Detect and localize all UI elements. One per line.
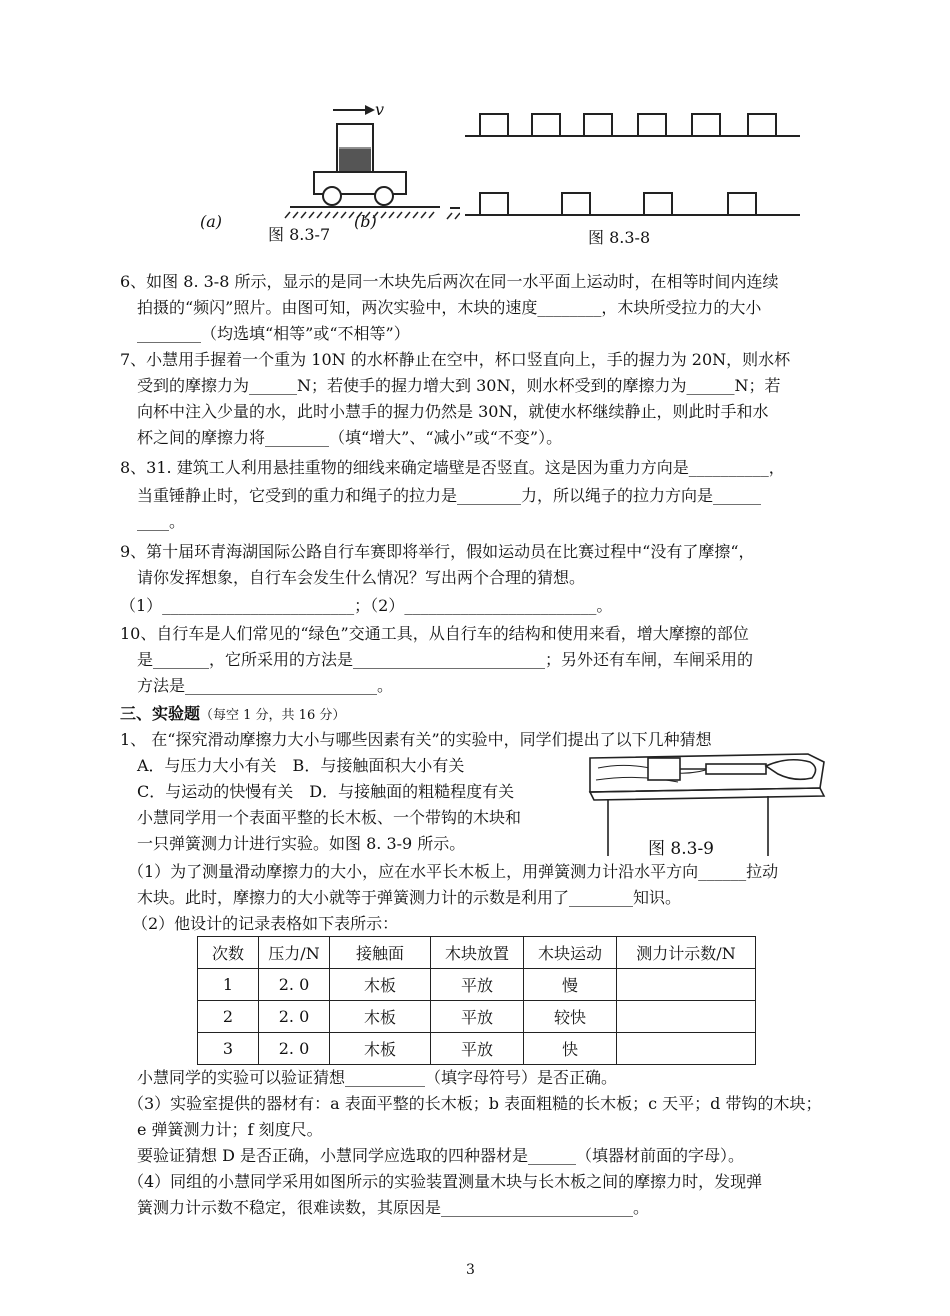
q8-line-3: ____。 xyxy=(137,512,186,531)
table-cell: 2. 0 xyxy=(259,969,330,1001)
figure-8-3-8 xyxy=(460,105,805,225)
exp-desc-1: 小慧同学用一个表面平整的长木板、一个带钩的木块和 xyxy=(137,808,522,827)
table-header: 木块放置 xyxy=(431,937,524,969)
table-cell xyxy=(617,969,756,1001)
fig-a-label: (a) xyxy=(200,212,223,231)
table-cell: 3 xyxy=(198,1033,259,1065)
table-cell: 2 xyxy=(198,1001,259,1033)
q9-line-3: （1）________________________；（2）________________________。 xyxy=(120,596,613,615)
table-cell: 木板 xyxy=(330,969,431,1001)
q6-line-2: 拍摄的“频闪”照片。由图可知，两次实验中，木块的速度________，木块所受拉力的大小 xyxy=(137,298,762,317)
table-cell: 木板 xyxy=(330,1001,431,1033)
q7-line-1: 7、小慧用手握着一个重为 10N 的水杯静止在空中，杯口竖直向上，手的握力为 20N，则水杯 xyxy=(120,350,791,369)
q6-line-1: 6、如图 8. 3-8 所示，显示的是同一木块先后两次在同一水平面上运动时，在相等时间内连续 xyxy=(120,272,779,291)
table-cell xyxy=(617,1033,756,1065)
exp-option-cd: C．与运动的快慢有关 D．与接触面的粗糙程度有关 xyxy=(137,782,515,801)
table-header-row xyxy=(198,937,756,969)
exp-part3-line-2: e 弹簧测力计；f 刻度尺。 xyxy=(137,1120,323,1139)
q8-line-1: 8、31. 建筑工人利用悬挂重物的细线来确定墙壁是否竖直。这是因为重力方向是__________， xyxy=(120,458,785,477)
record-table xyxy=(197,936,756,1065)
fig-b-label: (b) xyxy=(354,212,377,231)
table-row xyxy=(198,1033,756,1065)
exp-option-ab: A．与压力大小有关 B．与接触面积大小有关 xyxy=(137,756,465,775)
q10-line-3: 方法是________________________。 xyxy=(137,676,394,695)
table-row xyxy=(198,1001,756,1033)
table-cell: 2. 0 xyxy=(259,1001,330,1033)
velocity-label: v xyxy=(375,100,385,119)
exp-part1-line-2: 木块。此时，摩擦力的大小就等于弹簧测力计的示数是利用了________知识。 xyxy=(137,888,682,907)
exp-part2: （2）他设计的记录表格如下表所示： xyxy=(132,914,399,933)
exp-part4-line-1: （4）同组的小慧同学采用如图所示的实验装置测量木块与长木板之间的摩擦力时，发现弹 xyxy=(128,1172,763,1191)
q10-line-2: 是_______，它所采用的方法是________________________；另外还有车闸，车闸采用的 xyxy=(137,650,754,669)
q10-line-1: 10、自行车是人们常见的“绿色”交通工具，从自行车的结构和使用来看，增大摩擦的部位 xyxy=(120,624,749,643)
exp-part4-line-2: 簧测力计示数不稳定，很难读数，其原因是________________________。 xyxy=(137,1198,650,1217)
exp-intro: 1、 在“探究滑动摩擦力大小与哪些因素有关”的实验中，同学们提出了以下几种猜想 xyxy=(120,730,712,749)
q8-line-2: 当重锤静止时，它受到的重力和绳子的拉力是________力，所以绳子的拉力方向是______ xyxy=(137,486,762,505)
q6-line-3: ________（均选填“相等”或“不相等”） xyxy=(137,324,410,343)
q9-line-1: 9、第十届环青海湖国际公路自行车赛即将举行，假如运动员在比赛过程中“没有了摩擦“， xyxy=(120,542,755,561)
table-header: 测力计示数/N xyxy=(617,937,756,969)
table-header: 次数 xyxy=(198,937,259,969)
section-3-title: 三、实验题 xyxy=(120,704,201,723)
table-cell: 较快 xyxy=(524,1001,617,1033)
table-cell: 平放 xyxy=(431,1001,524,1033)
fig-839-caption: 图 8.3-9 xyxy=(648,839,714,859)
table-cell: 慢 xyxy=(524,969,617,1001)
q9-line-2: 请你发挥想象，自行车会发生什么情况？写出两个合理的猜想。 xyxy=(137,568,586,587)
exp-after-table: 小慧同学的实验可以验证猜想__________（填字母符号）是否正确。 xyxy=(137,1068,618,1087)
section-3-heading xyxy=(120,702,345,728)
table-cell: 1 xyxy=(198,969,259,1001)
q7-line-3: 向杯中注入少量的水，此时小慧手的握力仍然是 30N，就使水杯继续静止，则此时手和水 xyxy=(137,402,769,421)
table-cell: 2. 0 xyxy=(259,1033,330,1065)
table-header: 木块运动 xyxy=(524,937,617,969)
exp-part1-line-1: （1）为了测量滑动摩擦力的大小，应在水平长木板上，用弹簧测力计沿水平方向______拉动 xyxy=(128,862,779,881)
table-header: 压力/N xyxy=(259,937,330,969)
table-header: 接触面 xyxy=(330,937,431,969)
page-number: 3 xyxy=(466,1262,475,1278)
table-cell xyxy=(617,1001,756,1033)
fig-838-caption: 图 8.3-8 xyxy=(588,228,651,247)
exp-part3-line-1: （3）实验室提供的器材有：a 表面平整的长木板；b 表面粗糙的长木板；c 天平；d 带钩的木块； xyxy=(128,1094,822,1113)
table-cell: 平放 xyxy=(431,1033,524,1065)
table-cell: 快 xyxy=(524,1033,617,1065)
table-row xyxy=(198,969,756,1001)
table-cell: 木板 xyxy=(330,1033,431,1065)
q7-line-4: 杯之间的摩擦力将________（填“增大”、“减小”或“不变”）。 xyxy=(137,428,563,447)
table-cell: 平放 xyxy=(431,969,524,1001)
exp-part3-line-3: 要验证猜想 D 是否正确，小慧同学应选取的四种器材是______（填器材前面的字母）。 xyxy=(137,1146,745,1165)
section-3-note: （每空 1 分，共 16 分） xyxy=(200,708,346,723)
fig-837-caption: 图 8.3-7 xyxy=(268,225,331,244)
q7-line-2: 受到的摩擦力为______N；若使手的握力增大到 30N，则水杯受到的摩擦力为______N；若 xyxy=(137,376,781,395)
exp-desc-2: 一只弹簧测力计进行实验。如图 8. 3-9 所示。 xyxy=(137,834,466,853)
